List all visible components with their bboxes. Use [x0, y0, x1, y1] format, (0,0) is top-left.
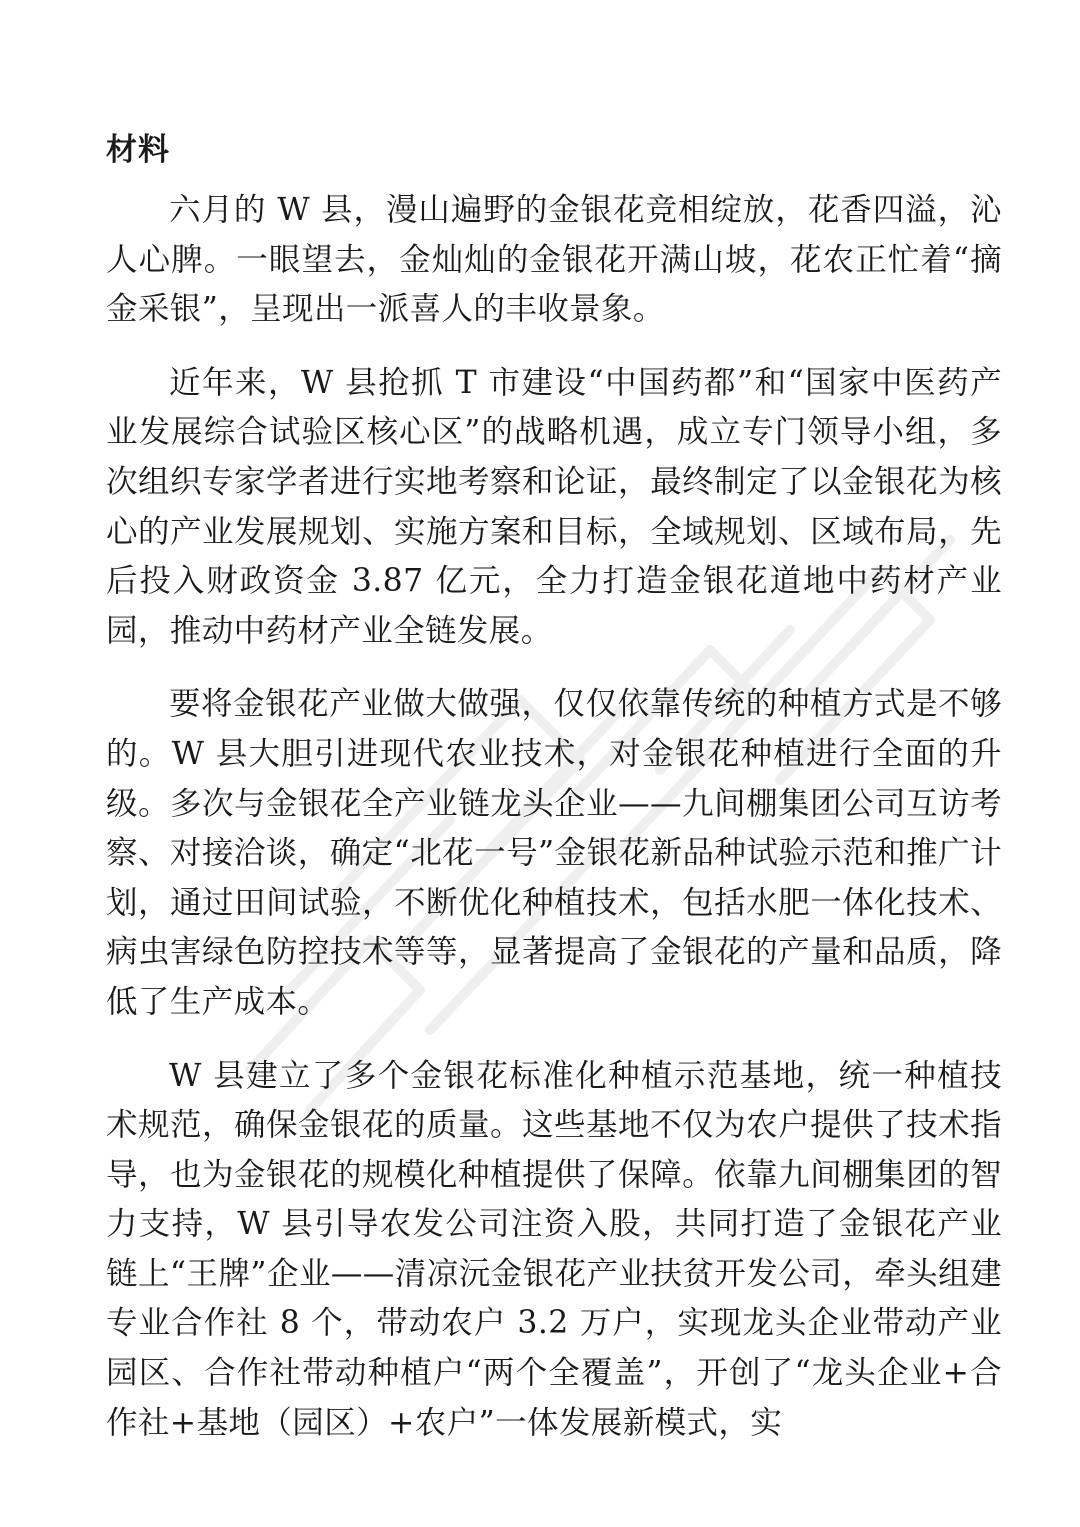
paragraph-1: 六月的 W 县，漫山遍野的金银花竞相绽放，花香四溢，沁人心脾。一眼望去，金灿灿的金银花开满山坡，花农正忙着“摘金采银”，呈现出一派喜人的丰收景象。: [106, 192, 1002, 328]
section-heading: 材料: [106, 132, 170, 168]
document-page: [106, 128, 1002, 1472]
paragraph-2: 近年来，W 县抢抓 T 市建设“中国药都”和“国家中医药产业发展综合试验区核心区”的战略机遇，成立专门领导小组，多次组织专家学者进行实地考察和论证，最终制定了以金银花为核心的产业发展规划、实施方案和目标，全域规划、区域布局，先后投入财政资金 3.87 亿元，全力打造金银花道地中药材产业园，推动中药材产业全链发展。: [106, 364, 1002, 649]
paragraph-3: 要将金银花产业做大做强，仅仅依靠传统的种植方式是不够的。W 县大胆引进现代农业技术，对金银花种植进行全面的升级。多次与金银花全产业链龙头企业——九间棚集团公司互访考察、对接洽谈，确定“北花一号”金银花新品种试验示范和推广计划，通过田间试验，不断优化种植技术，包括水肥一体化技术、病虫害绿色防控技术等等，显著提高了金银花的产量和品质，降低了生产成本。: [106, 686, 1002, 1020]
paragraph-4: W 县建立了多个金银花标准化种植示范基地，统一种植技术规范，确保金银花的质量。这些基地不仅为农户提供了技术指导，也为金银花的规模化种植提供了保障。依靠九间棚集团的智力支持，W 县引导农发公司注资入股，共同打造了金银花产业链上“王牌”企业——清凉沅金银花产业扶贫开发公司，牵头组建专业合作社 8 个，带动农户 3.2 万户，实现龙头企业带动产业园区、合作社带动种植户“两个全覆盖”，开创了“龙头企业+合作社+基地（园区）+农户”一体发展新模式，实: [106, 1057, 1002, 1441]
